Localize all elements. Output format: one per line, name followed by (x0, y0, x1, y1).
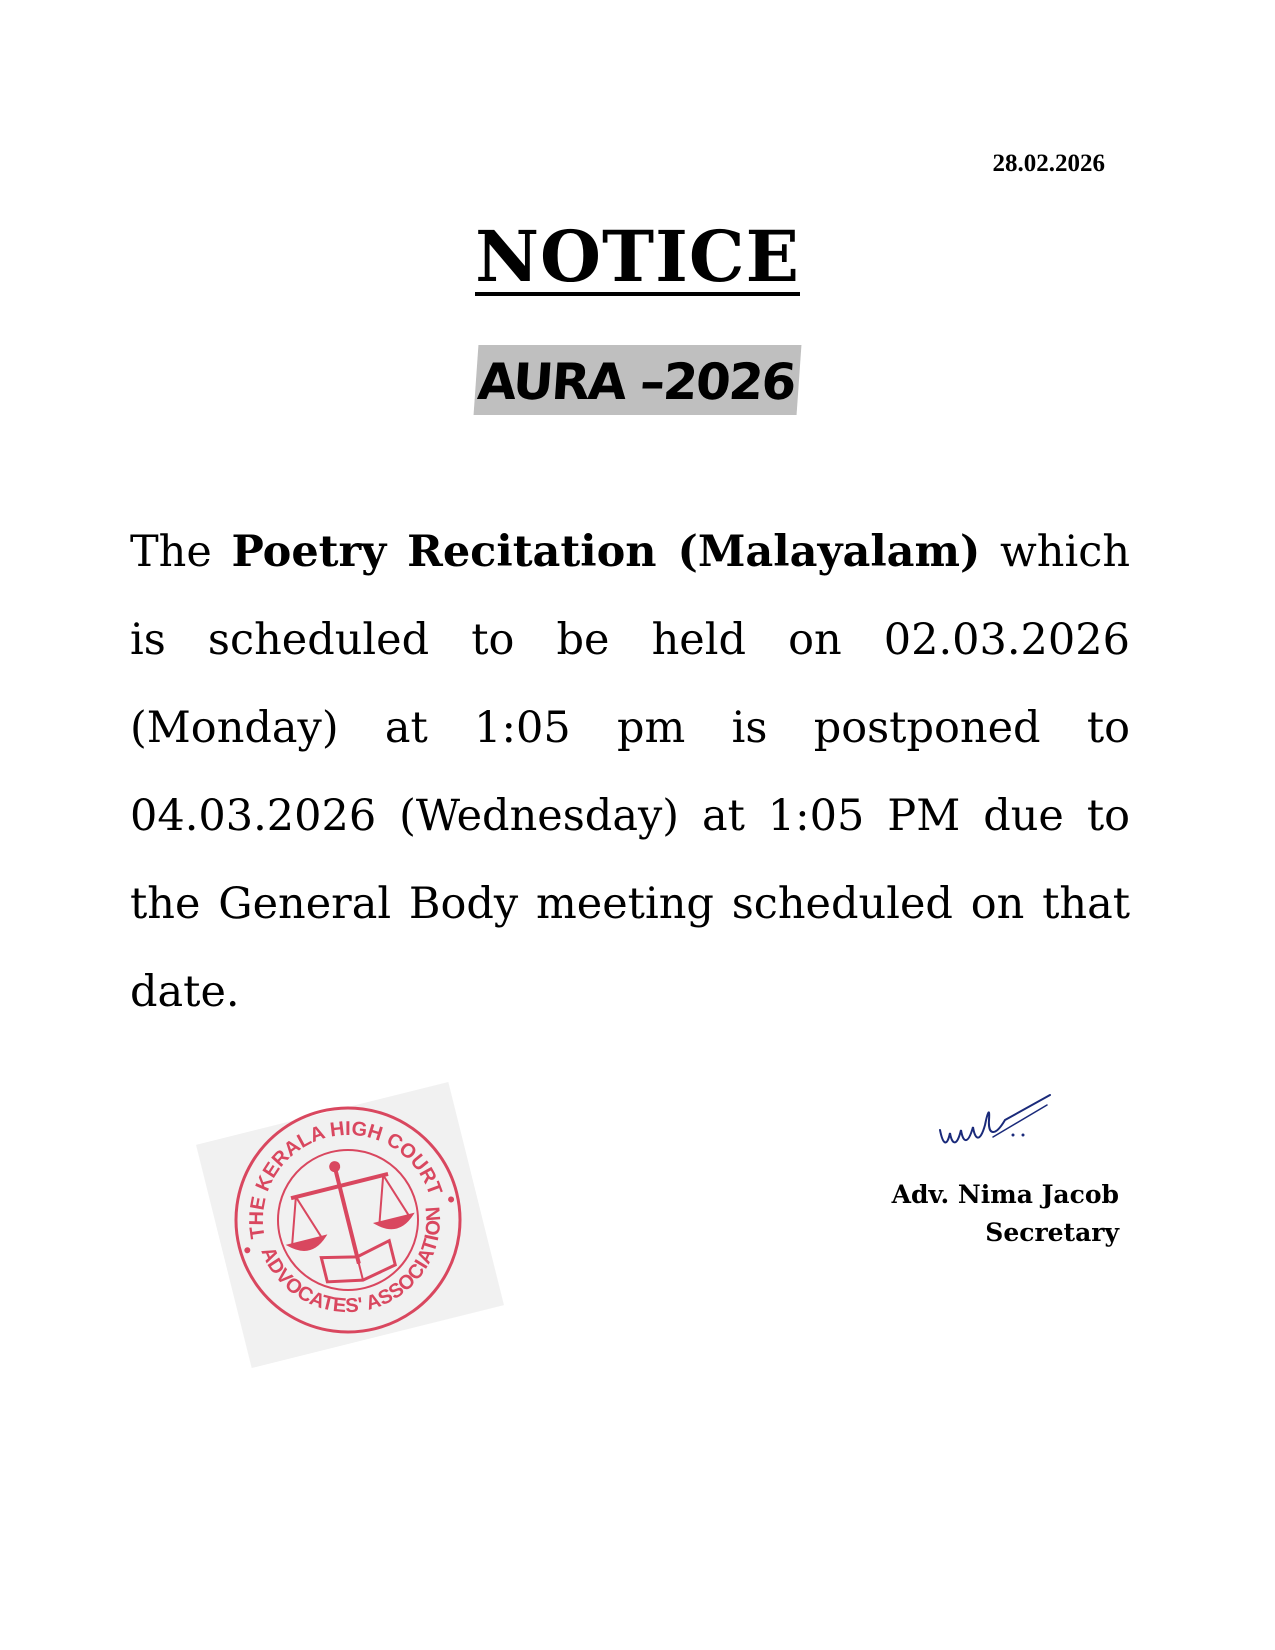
notice-body (130, 508, 1130, 1036)
signatory-name: Adv. Nima Jacob (891, 1180, 1119, 1209)
notice-title-wrap (0, 215, 1275, 298)
event-banner (0, 345, 1275, 415)
seal-top-text: THE KERALA HIGH COURT (245, 1117, 446, 1241)
seal-bottom-text: ADVOCATES' ASSOCIATION (256, 1205, 446, 1318)
notice-title: NOTICE (475, 215, 800, 298)
body-rest: which is scheduled to be held on 02.03.2026 (Monday) at 1:05 pm is postponed to 04.03.2026 (Wednesday) at 1:05 PM due to the General Body meeting scheduled on that date. (130, 527, 1131, 1017)
body-intro: The (130, 527, 212, 577)
signatory-block (892, 1176, 1119, 1252)
event-title: AURA –2026 (474, 345, 801, 415)
secretary-signature (935, 1085, 1055, 1165)
signatory-designation: Secretary (985, 1218, 1119, 1247)
body-event-name: Poetry Recitation (Malayalam) (231, 527, 981, 577)
association-seal-icon (190, 1062, 505, 1377)
notice-date: 28.02.2026 (992, 150, 1105, 177)
